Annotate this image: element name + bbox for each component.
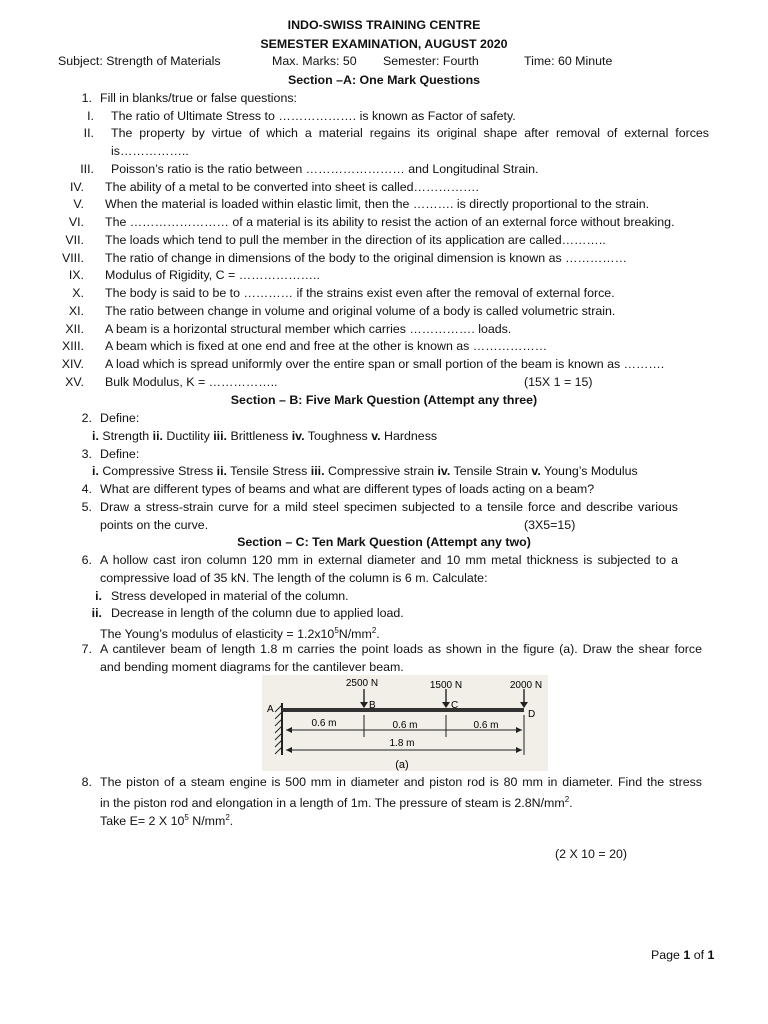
span-label-ab: 0.6 m (311, 718, 337, 729)
item-text: When the material is loaded within elastic limit, then the ………. is directly proportional to the strain. (105, 197, 650, 211)
item-number: VII. (65, 233, 84, 247)
beam (282, 708, 524, 712)
span-label-bc: 0.6 m (392, 720, 418, 731)
question-text-continued: in the piston rod and elongation in a length of 1m. The pressure of steam is $2.8N/mm^2$. (100, 795, 573, 811)
dimension-arrow (286, 727, 292, 733)
item-number: XI. (68, 304, 84, 318)
item-number: IX. (68, 268, 84, 282)
span-label-cd: 0.6 m (473, 720, 499, 731)
item-number: VIII. (61, 251, 84, 265)
item-text: A beam which is fixed at one end and free at the other is known as ……………… (105, 339, 548, 353)
question-text-continued: and bending moment diagrams for the cantilever beam. (100, 660, 404, 674)
question-number: 1. (81, 91, 92, 105)
section-c-marks: (2 X 10 = 20) (555, 847, 627, 861)
subpart-number: i. (95, 589, 102, 603)
arrowhead-d (520, 702, 528, 708)
item-number: VI. (68, 215, 84, 229)
point-label-d: D (528, 709, 536, 720)
item-text-continued: is…………….. (111, 144, 189, 158)
time-label: Time: 60 Minute (524, 54, 613, 68)
section-c-title: Section – C: Ten Mark Question (Attempt any two) (237, 535, 531, 549)
item-text: The …………………… of a material is its ability to resist the action of an external force without breaking. (105, 215, 675, 229)
total-length-label: 1.8 m (389, 738, 415, 749)
subject-label: Subject: Strength of Materials (58, 54, 221, 68)
dimension-arrow (516, 727, 522, 733)
item-number: XII. (65, 322, 84, 336)
item-text: A beam is a horizontal structural member which carries ……………. loads. (105, 322, 512, 336)
point-label-c: C (451, 700, 459, 711)
question-number: 7. (81, 642, 92, 656)
item-text: The ratio of Ultimate Stress to ………………. is known as Factor of safety. (111, 109, 516, 123)
question-number: 8. (81, 775, 92, 789)
question-text-continued: compressive load of 35 kN. The length of the column is 6 m. Calculate: (100, 571, 488, 585)
item-text: The ratio of change in dimensions of the body to the original dimension is known as …………… (105, 251, 628, 265)
item-number: XIV. (61, 357, 84, 371)
youngs-modulus-line: The Young’s modulus of elasticity = $1.2x10^5N/mm^2$. (100, 626, 380, 642)
fixed-support (275, 703, 282, 755)
subpart-text: Stress developed in material of the column. (111, 589, 349, 603)
semester-label: Semester: Fourth (383, 54, 479, 68)
item-number: III. (80, 162, 94, 176)
question-text: The piston of a steam engine is 500 mm in diameter and piston rod is 80 mm in diameter. Find the stress (100, 775, 702, 789)
item-number: IV. (69, 180, 84, 194)
section-b-marks: (3X5=15) (524, 518, 576, 532)
dimension-arrow (516, 747, 522, 753)
item-number: X. (72, 286, 84, 300)
item-text: Poisson’s ratio is the ratio between …………………… and Longitudinal Strain. (111, 162, 539, 176)
arrowhead-c (442, 702, 450, 708)
item-text: Modulus of Rigidity, C = ……………….. (105, 268, 320, 282)
point-label-b: B (369, 700, 376, 711)
item-number: V. (73, 197, 84, 211)
item-text: The ability of a metal to be converted into sheet is called……………. (105, 180, 479, 194)
question-number: 5. (81, 500, 92, 514)
question-number: 3. (81, 447, 92, 461)
question-text: Fill in blanks/true or false questions: (100, 91, 297, 105)
item-number: II. (83, 126, 94, 140)
institute-title: INDO-SWISS TRAINING CENTRE (287, 18, 481, 32)
subpart-number: ii. (91, 606, 102, 620)
item-text: The ratio between change in volume and original volume of a body is called volumetric strain. (105, 304, 616, 318)
section-a-marks: (15X 1 = 15) (524, 375, 593, 389)
subpart-text: Decrease in length of the column due to applied load. (111, 606, 404, 620)
item-text: The property by virtue of which a material regains its original shape after removal of external forces (111, 126, 709, 140)
definition-list: i. Strength ii. Ductility iii. Brittleness iv. Toughness v. Hardness (92, 429, 438, 443)
question-text: What are different types of beams and what are different types of loads acting on a beam? (100, 482, 595, 496)
item-number: XIII. (61, 339, 84, 353)
page-number: Page 1 of 1 (651, 948, 715, 962)
dimension-arrow (286, 747, 292, 753)
item-number: XV. (65, 375, 84, 389)
item-number: I. (87, 109, 94, 123)
load-label-b: 2500 N (345, 678, 379, 689)
question-text: Draw a stress-strain curve for a mild steel specimen subjected to a tensile force and describe various (100, 500, 678, 514)
item-text: Bulk Modulus, K = …………….. (105, 375, 278, 389)
load-label-d: 2000 N (509, 680, 543, 691)
elastic-modulus-line: Take E= 2 X $10^5$ $N/mm^2$. (100, 813, 234, 829)
question-text: A cantilever beam of length 1.8 m carries the point loads as shown in the figure (a). Draw the shear force (100, 642, 702, 656)
question-text: Define: (100, 447, 140, 461)
exam-title: SEMESTER EXAMINATION, AUGUST 2020 (260, 37, 508, 51)
item-text: The loads which tend to pull the member in the direction of its application are called……….. (105, 233, 606, 247)
max-marks-label: Max. Marks: 50 (272, 54, 357, 68)
load-label-c: 1500 N (429, 680, 463, 691)
question-text-continued: points on the curve. (100, 518, 209, 532)
arrowhead-b (360, 702, 368, 708)
cantilever-beam-figure (262, 675, 548, 771)
item-text: The body is said to be to ………… if the strains exist even after the removal of external force. (105, 286, 615, 300)
question-number: 4. (81, 482, 92, 496)
section-a-title: Section –A: One Mark Questions (287, 73, 481, 87)
definition-list: i. Compressive Stress ii. Tensile Stress iii. Compressive strain iv. Tensile Strain v. Young’s Modulus (92, 464, 638, 478)
question-number: 6. (81, 553, 92, 567)
figure-caption: (a) (395, 759, 409, 771)
item-text: A load which is spread uniformly over the entire span or small portion of the beam is known as ………. (105, 357, 665, 371)
question-text: A hollow cast iron column 120 mm in external diameter and 10 mm metal thickness is subjected to a (100, 553, 678, 567)
question-number: 2. (81, 411, 92, 425)
section-b-title: Section – B: Five Mark Question (Attempt any three) (230, 393, 538, 407)
point-label-a: A (267, 704, 274, 715)
question-text: Define: (100, 411, 140, 425)
